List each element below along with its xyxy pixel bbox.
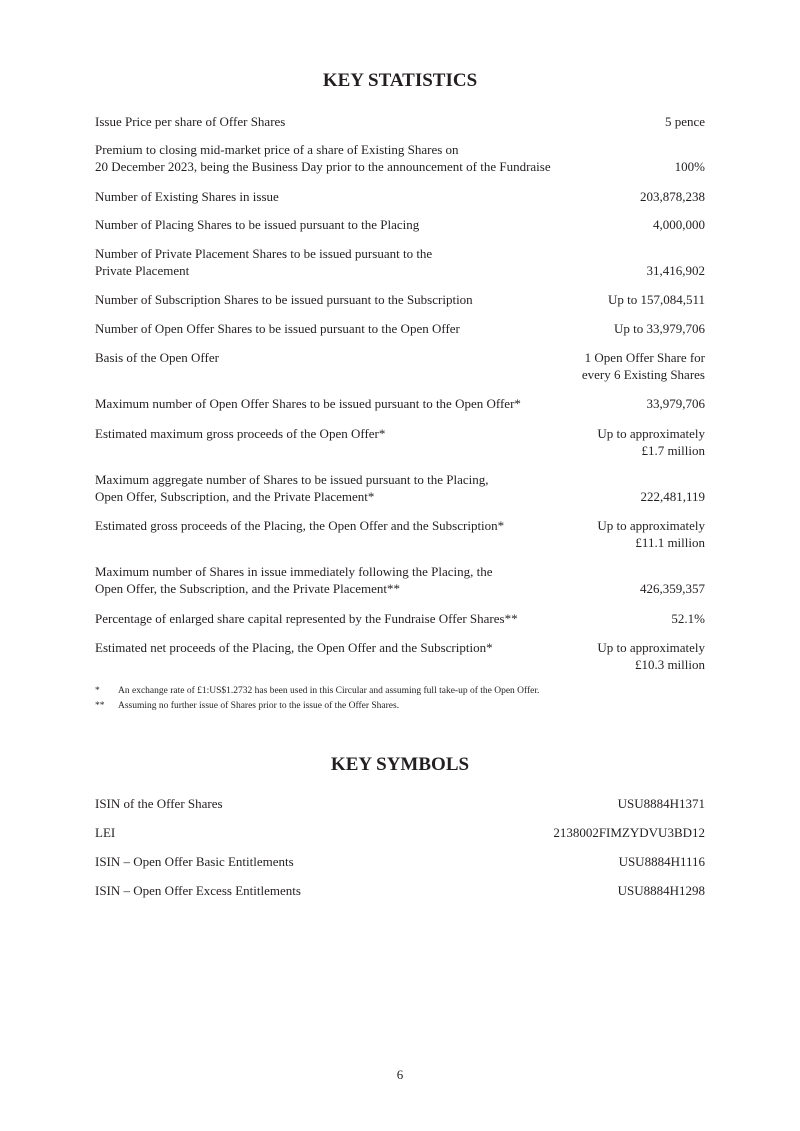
row-value — [608, 291, 705, 308]
footnote-mark: ** — [95, 701, 105, 711]
row-value — [640, 580, 705, 597]
row-label — [95, 795, 605, 812]
footnote-text: An exchange rate of £1:US$1.2732 has been used in this Circular and assuming full take-up of the Open Offer. — [118, 686, 540, 696]
row-value — [671, 610, 705, 627]
label-line: Number of Subscription Shares to be issued pursuant to the Subscription — [95, 292, 473, 307]
value-line: 222,481,119 — [640, 489, 705, 504]
row-value — [618, 795, 705, 812]
value-line: Up to 157,084,511 — [607, 292, 705, 307]
row-label — [95, 216, 605, 233]
value-line: 100% — [674, 159, 705, 174]
label-line: ISIN – Open Offer Basic Entitlements — [95, 854, 294, 869]
label-line: Percentage of enlarged share capital represented by the Fundraise Offer Shares** — [95, 611, 518, 626]
row-value — [553, 824, 705, 841]
row-label — [95, 141, 605, 175]
row-label — [95, 853, 605, 870]
label-line: ISIN of the Offer Shares — [95, 796, 223, 811]
row-label — [95, 349, 605, 366]
label-line: Estimated gross proceeds of the Placing, the Open Offer and the Subscription* — [95, 518, 505, 533]
row-value — [597, 517, 705, 551]
key-symbols-heading: KEY SYMBOLS — [330, 754, 470, 775]
key-statistics-heading: KEY STATISTICS — [322, 70, 478, 91]
label-line: Private Placement — [95, 263, 190, 278]
label-line: Maximum number of Shares in issue immediately following the Placing, the — [95, 564, 493, 579]
row-value — [647, 395, 706, 412]
row-value — [675, 158, 705, 175]
row-label — [95, 113, 605, 130]
label-line: Open Offer, the Subscription, and the Private Placement** — [95, 581, 401, 596]
footnote-mark: * — [95, 686, 100, 696]
row-value — [647, 262, 706, 279]
label-line: Maximum aggregate number of Shares to be issued pursuant to the Placing, — [95, 472, 489, 487]
label-line: Estimated net proceeds of the Placing, the Open Offer and the Subscription* — [95, 640, 493, 655]
row-value — [614, 320, 705, 337]
label-line: LEI — [95, 825, 116, 840]
row-value — [619, 853, 705, 870]
row-value — [618, 882, 705, 899]
value-line: USU8884H1116 — [618, 854, 705, 869]
value-line: Up to approximately — [597, 426, 705, 441]
row-value — [597, 639, 705, 673]
row-label — [95, 471, 605, 505]
label-line: Number of Open Offer Shares to be issued pursuant to the Open Offer — [95, 321, 460, 336]
label-line: Number of Placing Shares to be issued pursuant to the Placing — [95, 217, 420, 232]
value-line: 426,359,357 — [640, 581, 705, 596]
value-line: 31,416,902 — [646, 263, 705, 278]
value-line: 2138002FIMZYDVU3BD12 — [553, 825, 705, 840]
row-label — [95, 882, 605, 899]
value-line: 52.1% — [671, 611, 705, 626]
row-label — [95, 639, 605, 656]
row-value — [653, 216, 705, 233]
label-line: Premium to closing mid-market price of a share of Existing Shares on — [95, 142, 459, 157]
value-line: USU8884H1371 — [617, 796, 705, 811]
row-label — [95, 517, 605, 534]
value-line: £11.1 million — [635, 535, 705, 550]
value-line: Up to 33,979,706 — [614, 321, 705, 336]
row-label — [95, 188, 605, 205]
label-line: Maximum number of Open Offer Shares to be issued pursuant to the Open Offer* — [95, 396, 521, 411]
row-label — [95, 320, 605, 337]
value-line: USU8884H1298 — [617, 883, 705, 898]
value-line: 203,878,238 — [640, 189, 705, 204]
row-label — [95, 245, 605, 279]
label-line: Estimated maximum gross proceeds of the Open Offer* — [95, 426, 386, 441]
label-line: Open Offer, Subscription, and the Private Placement* — [95, 489, 375, 504]
label-line: Number of Private Placement Shares to be issued pursuant to the — [95, 246, 433, 261]
label-line: ISIN – Open Offer Excess Entitlements — [95, 883, 301, 898]
value-line: 5 pence — [664, 114, 705, 129]
footnote-text: Assuming no further issue of Shares prior to the issue of the Offer Shares. — [118, 701, 400, 711]
row-label — [95, 395, 605, 412]
value-line: every 6 Existing Shares — [581, 367, 705, 382]
row-label — [95, 291, 605, 308]
value-line: 33,979,706 — [646, 396, 705, 411]
label-line: Issue Price per share of Offer Shares — [95, 114, 286, 129]
row-label — [95, 425, 605, 442]
row-label — [95, 610, 605, 627]
row-value — [640, 488, 705, 505]
row-value — [582, 349, 705, 383]
row-value — [597, 425, 705, 459]
label-line: 20 December 2023, being the Business Day prior to the announcement of the Fundraise — [95, 159, 551, 174]
label-line: Basis of the Open Offer — [95, 350, 219, 365]
value-line: Up to approximately — [597, 518, 705, 533]
row-value — [640, 188, 705, 205]
value-line: 4,000,000 — [653, 217, 705, 232]
row-label — [95, 824, 605, 841]
row-label — [95, 563, 605, 597]
value-line: 1 Open Offer Share for — [584, 350, 705, 365]
value-line: £10.3 million — [634, 657, 705, 672]
label-line: Number of Existing Shares in issue — [95, 189, 279, 204]
page-number: 6 — [396, 1067, 404, 1082]
value-line: Up to approximately — [597, 640, 705, 655]
row-value — [665, 113, 705, 130]
value-line: £1.7 million — [641, 443, 705, 458]
